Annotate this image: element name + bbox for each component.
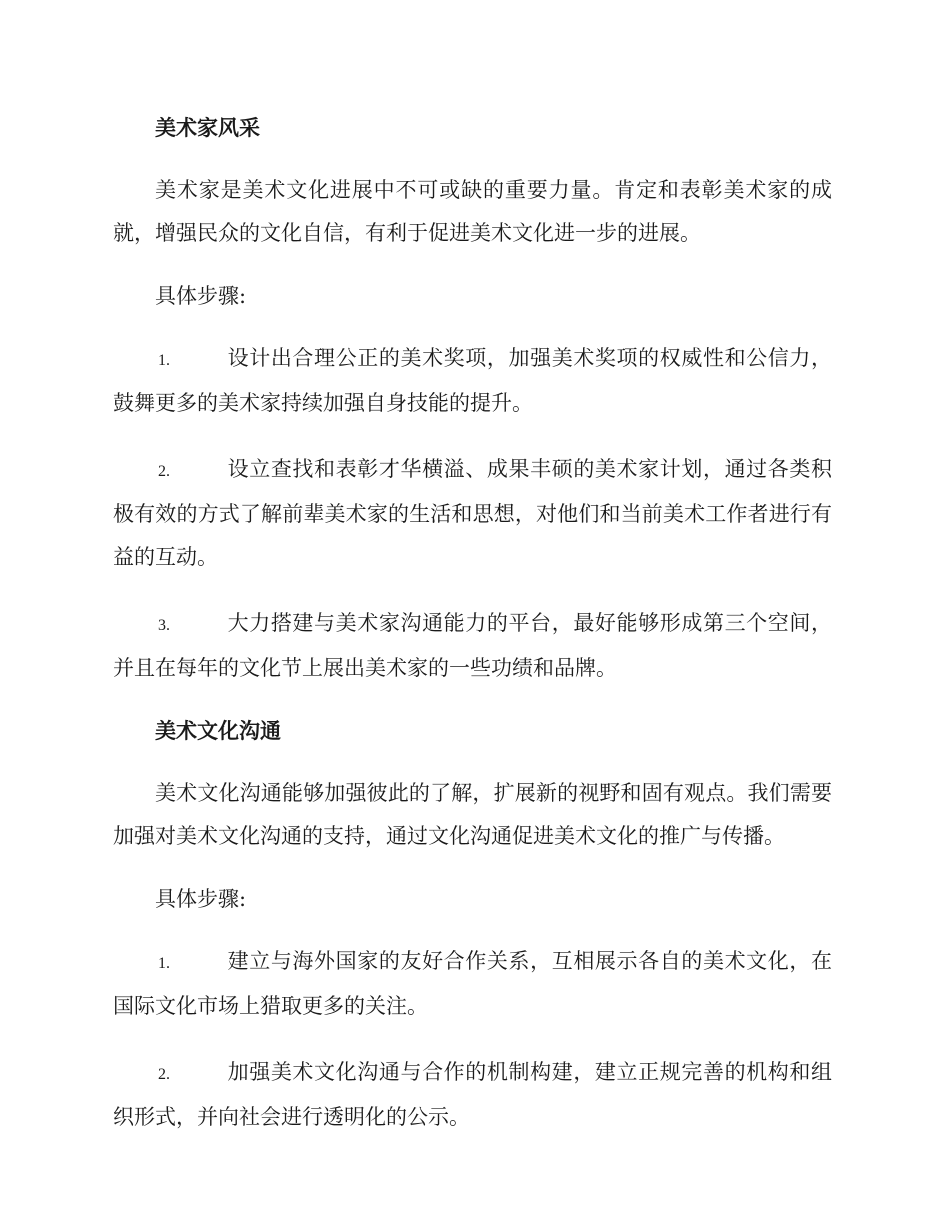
steps-label: 具体步骤: <box>155 284 247 308</box>
list-number: 1. <box>158 955 170 972</box>
section-paragraph: 美术家是美术文化进展中不可或缺的重要力量。肯定和表彰美术家的成就，增强民众的文化自信，有利于促进美术文化进一步的进展。 <box>113 178 832 245</box>
list-text: 设立查找和表彰才华横溢、成果丰硕的美术家计划，通过各类积极有效的方式了解前辈美术家的生活和思想，对他们和当前美术工作者进行有益的互动。 <box>113 457 832 569</box>
list-text: 建立与海外国家的友好合作关系，互相展示各自的美术文化，在国际文化市场上猎取更多的关注。 <box>113 949 832 1018</box>
list-number: 2. <box>158 463 170 480</box>
list-number: 2. <box>158 1066 170 1083</box>
section-paragraph: 美术文化沟通能够加强彼此的了解，扩展新的视野和固有观点。我们需要加强对美术文化沟通的支持，通过文化沟通促进美术文化的推广与传播。 <box>113 781 832 848</box>
list-text: 设计出合理公正的美术奖项，加强美术奖项的权威性和公信力，鼓舞更多的美术家持续加强自身技能的提升。 <box>113 346 832 415</box>
list-number: 3. <box>158 617 170 634</box>
list-item <box>113 448 832 579</box>
list-item <box>113 940 832 1028</box>
list-item <box>113 1051 832 1139</box>
list-item <box>113 602 832 690</box>
list-item <box>113 337 832 425</box>
steps-label: 具体步骤: <box>155 887 247 911</box>
section-heading: 美术文化沟通 <box>155 719 281 743</box>
list-text: 加强美术文化沟通与合作的机制构建，建立正规完善的机构和组织形式，并向社会进行透明化的公示。 <box>113 1060 832 1129</box>
list-number: 1. <box>158 352 170 369</box>
section-heading: 美术家风采 <box>155 116 260 140</box>
list-text: 大力搭建与美术家沟通能力的平台，最好能够形成第三个空间，并且在每年的文化节上展出美术家的一些功绩和品牌。 <box>113 611 832 680</box>
